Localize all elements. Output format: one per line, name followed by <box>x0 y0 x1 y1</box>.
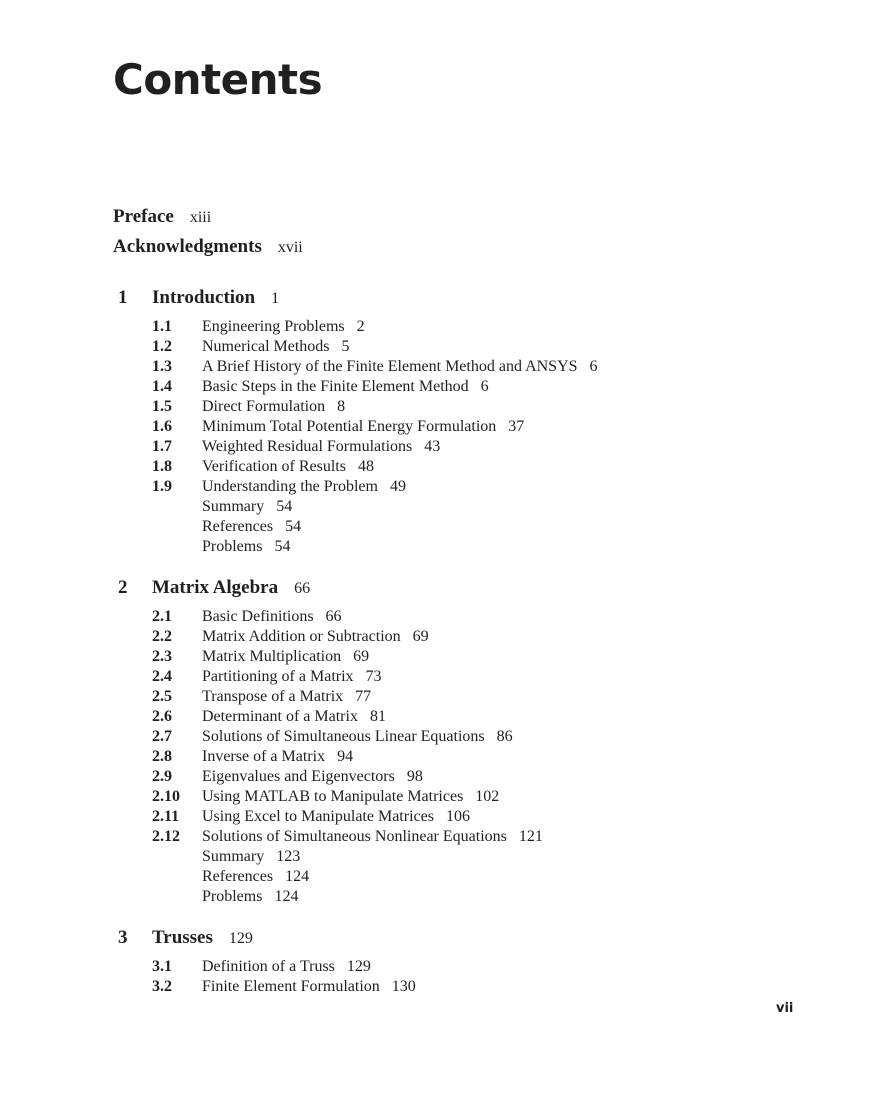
section-number: 1.3 <box>152 358 172 375</box>
section-title <box>202 807 470 827</box>
section-title-text: Basic Steps in the Finite Element Method <box>202 378 469 395</box>
section-title <box>202 647 369 667</box>
section-title-text: A Brief History of the Finite Element Method and ANSYS <box>202 358 578 375</box>
chapter-number: 2 <box>118 577 128 598</box>
section-title-text: Problems <box>202 888 263 905</box>
front-matter-page: xiii <box>189 209 212 226</box>
chapter-number: 1 <box>118 287 128 308</box>
section-page: 37 <box>508 418 525 435</box>
section-title-text: Transpose of a Matrix <box>202 688 344 705</box>
section-page: 69 <box>412 628 429 645</box>
section-page: 66 <box>325 608 342 625</box>
section-title <box>202 827 543 847</box>
section-title <box>202 477 406 497</box>
section-title-text: Matrix Addition or Subtraction <box>202 628 401 645</box>
section-number: 1.1 <box>152 318 172 335</box>
section-title-text: References <box>202 518 274 535</box>
section-title-text: References <box>202 868 274 885</box>
section-number: 2.8 <box>152 748 172 765</box>
section-page: 102 <box>475 788 500 805</box>
section-page: 106 <box>445 808 470 825</box>
section-title <box>202 887 298 907</box>
section-number: 1.2 <box>152 338 172 355</box>
section-title <box>202 627 429 647</box>
section-title <box>202 867 309 887</box>
section-title-text: Summary <box>202 498 265 515</box>
chapter-title-text: Trusses <box>152 927 213 948</box>
section-title <box>202 687 371 707</box>
section-page: 54 <box>274 538 291 555</box>
section-page: 54 <box>276 498 293 515</box>
section-number: 2.4 <box>152 668 172 685</box>
section-number: 1.8 <box>152 458 172 475</box>
section-number: 2.3 <box>152 648 172 665</box>
section-page: 5 <box>341 338 350 355</box>
section-title-text: Finite Element Formulation <box>202 978 380 995</box>
section-title-text: Inverse of a Matrix <box>202 748 326 765</box>
section-page: 94 <box>337 748 354 765</box>
section-title <box>202 847 300 867</box>
front-matter-preface[interactable] <box>113 206 211 228</box>
front-matter-label: Acknowledgments <box>113 236 262 257</box>
section-title <box>202 457 374 477</box>
section-number: 1.4 <box>152 378 172 395</box>
section-title-text: Matrix Multiplication <box>202 648 342 665</box>
section-page: 124 <box>285 868 310 885</box>
section-title <box>202 537 290 557</box>
chapter-title-text: Matrix Algebra <box>152 577 279 598</box>
page-folio: vii <box>776 1001 794 1016</box>
section-page: 86 <box>496 728 513 745</box>
section-title-text: Using Excel to Manipulate Matrices <box>202 808 434 825</box>
section-number: 2.1 <box>152 608 172 625</box>
section-title <box>202 707 386 727</box>
section-page: 121 <box>518 828 543 845</box>
section-number: 2.5 <box>152 688 172 705</box>
section-number: 2.10 <box>152 788 180 805</box>
section-title <box>202 607 342 627</box>
section-title <box>202 377 489 397</box>
section-page: 6 <box>589 358 598 375</box>
section-title <box>202 417 524 437</box>
section-title <box>202 317 365 337</box>
section-title <box>202 337 350 357</box>
section-number: 1.6 <box>152 418 172 435</box>
section-title-text: Problems <box>202 538 263 555</box>
section-page: 6 <box>480 378 489 395</box>
section-title <box>202 767 423 787</box>
section-page: 77 <box>355 688 372 705</box>
section-page: 48 <box>357 458 374 475</box>
section-title <box>202 787 499 807</box>
chapter-page: 129 <box>228 930 253 947</box>
section-title-text: Basic Definitions <box>202 608 314 625</box>
section-page: 49 <box>389 478 406 495</box>
section-page: 8 <box>337 398 346 415</box>
section-title-text: Engineering Problems <box>202 318 345 335</box>
section-page: 81 <box>369 708 386 725</box>
section-page: 124 <box>274 888 299 905</box>
section-title-text: Direct Formulation <box>202 398 326 415</box>
section-number: 2.11 <box>152 808 180 825</box>
section-title-text: Using MATLAB to Manipulate Matrices <box>202 788 464 805</box>
section-title-text: Solutions of Simultaneous Nonlinear Equations <box>202 828 507 845</box>
section-title-text: Definition of a Truss <box>202 958 335 975</box>
section-page: 43 <box>424 438 441 455</box>
section-number: 1.7 <box>152 438 172 455</box>
section-number: 2.12 <box>152 828 180 845</box>
section-title-text: Determinant of a Matrix <box>202 708 358 725</box>
front-matter-page: xvii <box>277 239 303 256</box>
chapter-title-text: Introduction <box>152 287 256 308</box>
section-page: 69 <box>353 648 370 665</box>
section-number: 2.7 <box>152 728 172 745</box>
section-title <box>202 747 353 767</box>
section-number: 3.2 <box>152 978 172 995</box>
chapter-page: 1 <box>271 290 280 307</box>
section-title <box>202 357 598 377</box>
section-number: 1.5 <box>152 398 172 415</box>
section-page: 2 <box>356 318 365 335</box>
chapter-number: 3 <box>118 927 128 948</box>
section-page: 54 <box>285 518 302 535</box>
section-title-text: Understanding the Problem <box>202 478 378 495</box>
section-title-text: Solutions of Simultaneous Linear Equations <box>202 728 485 745</box>
front-matter-acknowledgments[interactable] <box>113 236 303 258</box>
section-title <box>202 957 371 977</box>
section-title <box>202 437 440 457</box>
section-title <box>202 977 416 997</box>
section-page: 130 <box>391 978 416 995</box>
chapter-title <box>152 926 253 951</box>
section-page: 73 <box>365 668 382 685</box>
section-title <box>202 667 382 687</box>
section-title-text: Summary <box>202 848 265 865</box>
section-number: 2.9 <box>152 768 172 785</box>
section-title-text: Partitioning of a Matrix <box>202 668 354 685</box>
section-page: 129 <box>346 958 371 975</box>
section-number: 3.1 <box>152 958 172 975</box>
chapter-title <box>152 576 310 601</box>
front-matter-label: Preface <box>113 206 174 227</box>
section-title <box>202 397 345 417</box>
chapter-page: 66 <box>294 580 311 597</box>
section-page: 123 <box>276 848 301 865</box>
section-title-text: Verification of Results <box>202 458 346 475</box>
section-title-text: Minimum Total Potential Energy Formulation <box>202 418 497 435</box>
section-title-text: Weighted Residual Formulations <box>202 438 413 455</box>
page-title: Contents <box>113 55 323 104</box>
chapter-title <box>152 286 279 311</box>
section-number: 2.6 <box>152 708 172 725</box>
section-page: 98 <box>406 768 423 785</box>
section-title-text: Numerical Methods <box>202 338 330 355</box>
section-title <box>202 517 301 537</box>
section-title-text: Eigenvalues and Eigenvectors <box>202 768 395 785</box>
section-title <box>202 497 292 517</box>
section-number: 2.2 <box>152 628 172 645</box>
section-title <box>202 727 513 747</box>
section-number: 1.9 <box>152 478 172 495</box>
